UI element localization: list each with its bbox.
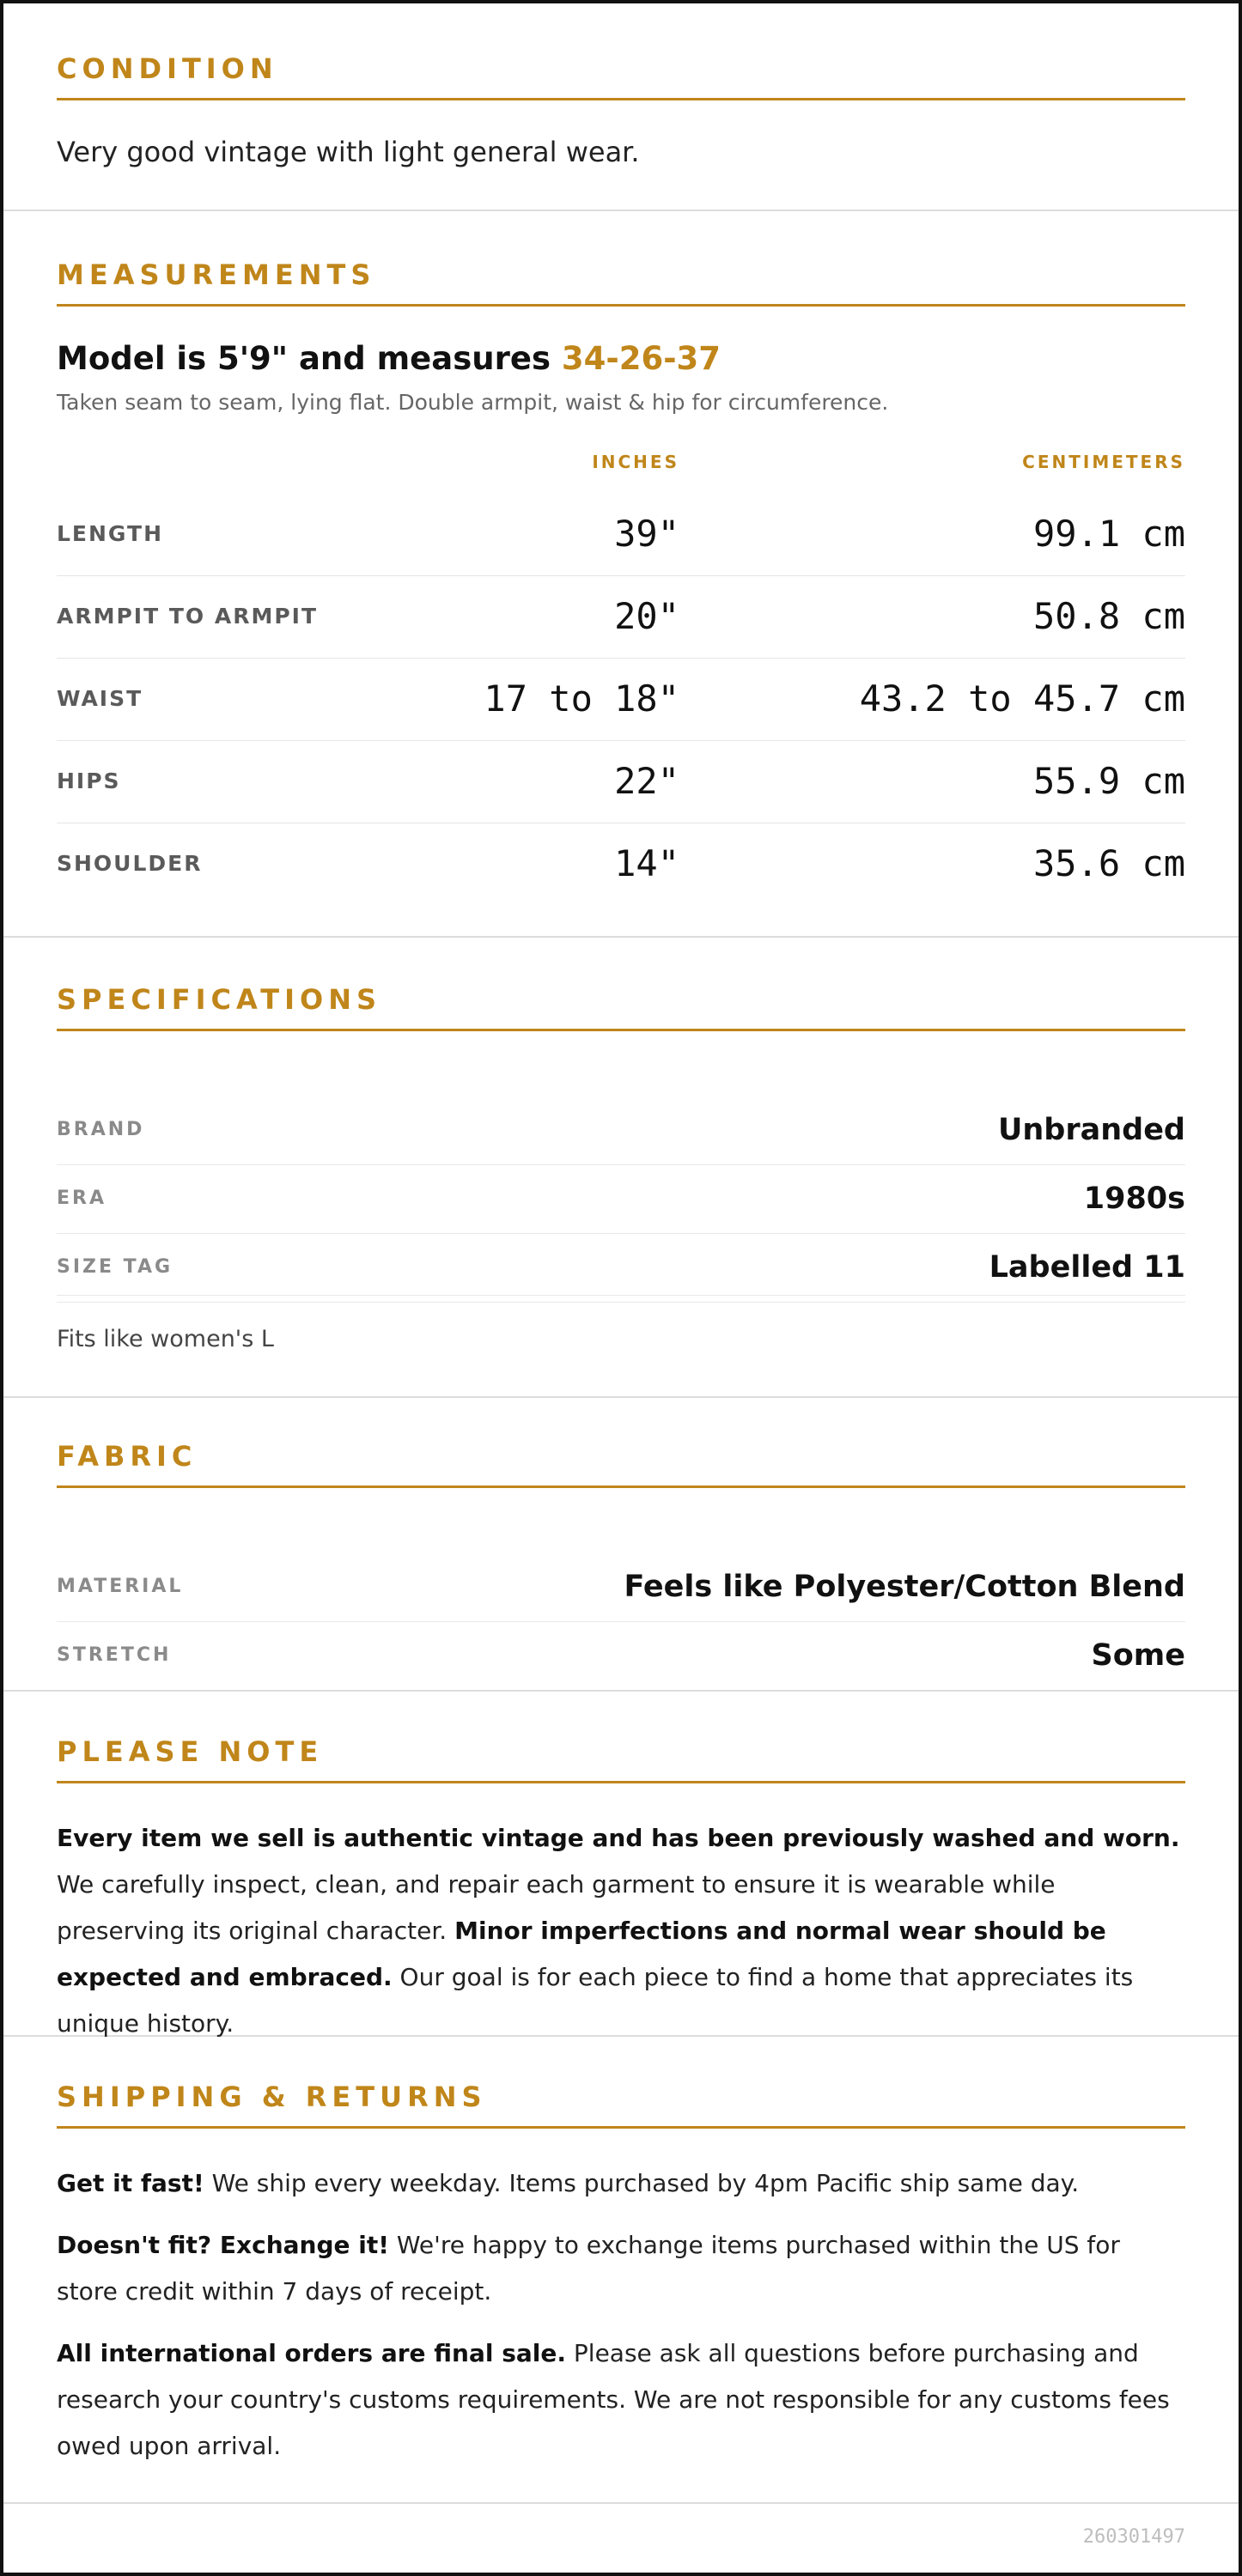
specifications-section [3, 938, 1239, 1398]
model-prefix: Model is 5'9" and measures [57, 340, 562, 377]
model-accent: 34-26-37 [561, 340, 721, 377]
fabric-title: FABRIC [57, 1439, 1185, 1488]
spec-row [57, 1233, 1185, 1303]
row-cm: 43.2 to 45.7 cm [859, 677, 1185, 720]
spec-label: BRAND [57, 1119, 145, 1140]
shipping-title: SHIPPING & RETURNS [57, 2080, 1185, 2129]
shipping-section [3, 2037, 1239, 2504]
please-note-section [3, 1692, 1239, 2037]
table-row [57, 575, 1185, 659]
row-label: HIPS [57, 769, 121, 793]
table-row [57, 823, 1185, 905]
shipping-text-1: We ship every weekday. Items purchased by 4pm Pacific ship same day. [204, 2169, 1080, 2197]
row-inches: 17 to 18" [484, 677, 679, 720]
divider [57, 1295, 1185, 1296]
fabric-value: Feels like Polyester/Cotton Blend [624, 1570, 1185, 1604]
specifications-title: SPECIFICATIONS [57, 982, 1185, 1031]
fabric-row [57, 1552, 1185, 1622]
fabric-row [57, 1621, 1185, 1690]
shipping-paragraph-2 [57, 2222, 1185, 2315]
shipping-text-2: We're happy to exchange items purchased within the US for store credit within 7 days of receipt. [57, 2231, 1120, 2306]
table-row [57, 658, 1185, 741]
shipping-bold-2: Doesn't fit? Exchange it! [57, 2231, 389, 2259]
spec-label: ERA [57, 1188, 107, 1209]
shipping-text-3: Please ask all questions before purchasing and research your country's customs requirements. We are not responsible for any customs fees owed upon arrival. [57, 2339, 1170, 2460]
fabric-value: Some [1091, 1638, 1185, 1673]
row-inches: 14" [614, 842, 679, 884]
row-label: LENGTH [57, 521, 163, 546]
please-note-text [57, 1815, 1185, 2047]
condition-section [3, 3, 1239, 211]
shipping-paragraph-3 [57, 2330, 1185, 2470]
spec-row [57, 1096, 1185, 1165]
condition-text: Very good vintage with light general wear. [57, 136, 640, 168]
row-inches: 22" [614, 760, 679, 802]
shipping-bold-3: All international orders are final sale. [57, 2339, 567, 2367]
measurements-title: MEASUREMENTS [57, 258, 1185, 307]
row-cm: 55.9 cm [1032, 760, 1185, 802]
fabric-section [3, 1398, 1239, 1692]
row-cm: 50.8 cm [1032, 595, 1185, 637]
row-label: WAIST [57, 686, 143, 711]
shipping-bold-1: Get it fast! [57, 2169, 204, 2197]
row-label: ARMPIT TO ARMPIT [57, 604, 319, 629]
spec-value: Labelled 11 [989, 1250, 1185, 1285]
col-head-inches: INCHES [592, 452, 679, 472]
please-note-bold-1: Every item we sell is authentic vintage and has been previously washed and worn. [57, 1824, 1180, 1852]
col-head-centimeters: CENTIMETERS [1022, 452, 1185, 472]
spec-value: 1980s [1083, 1182, 1185, 1216]
spec-label: SIZE TAG [57, 1256, 174, 1278]
shipping-paragraph-1 [57, 2160, 1185, 2207]
row-label: SHOULDER [57, 851, 203, 876]
model-measurements [57, 340, 721, 377]
fabric-label: STRETCH [57, 1644, 172, 1666]
product-id: 260301497 [1082, 2526, 1185, 2548]
measure-note: Taken seam to seam, lying flat. Double armpit, waist & hip for circumference. [57, 390, 889, 415]
row-cm: 35.6 cm [1032, 842, 1185, 884]
table-row [57, 740, 1185, 823]
condition-title: CONDITION [57, 52, 1185, 100]
row-inches: 20" [614, 595, 679, 637]
please-note-text-1: We carefully inspect, clean, and repair each garment to ensure it is wearable while preserving its original character. [57, 1870, 1056, 1945]
row-cm: 99.1 cm [1032, 513, 1185, 555]
measurements-section [3, 211, 1239, 938]
spec-row [57, 1164, 1185, 1234]
fabric-label: MATERIAL [57, 1576, 184, 1597]
spec-value: Unbranded [997, 1113, 1185, 1147]
please-note-bold-2: Minor imperfections and normal wear should be expected and embraced. [57, 1917, 1106, 1991]
row-inches: 39" [614, 513, 679, 555]
please-note-text-2: Our goal is for each piece to find a home that appreciates its unique history. [57, 1963, 1134, 2038]
fit-note: Fits like women's L [57, 1326, 274, 1352]
please-note-title: PLEASE NOTE [57, 1735, 1185, 1783]
table-row [57, 493, 1185, 576]
